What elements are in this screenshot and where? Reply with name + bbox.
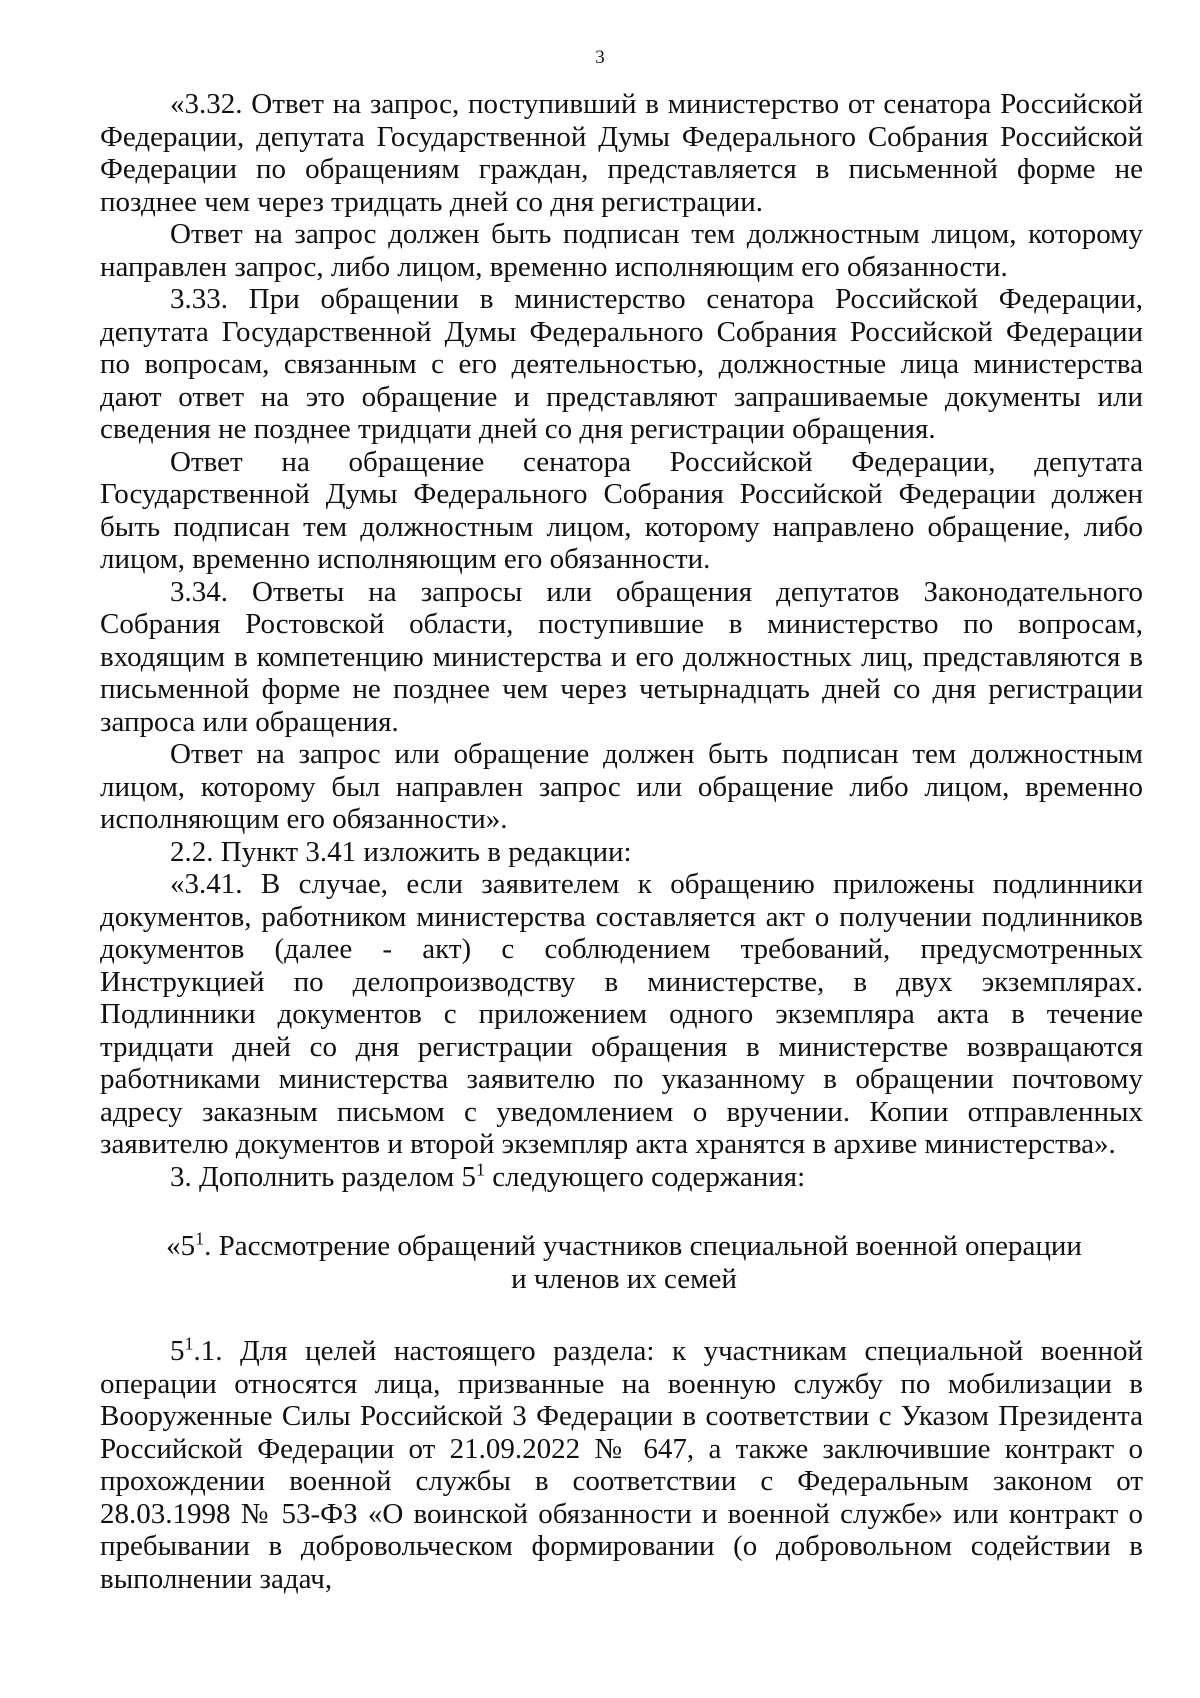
- paragraph-2-2: 2.2. Пункт 3.41 изложить в редакции:: [170, 835, 632, 868]
- addition-text-start: 3. Дополнить разделом 5: [170, 1160, 477, 1193]
- paragraph-3-32-signature: Ответ на запрос должен быть подписан тем должностным лицом, которому направлен запрос, либо лицом, временно исполняющим его обязанности.: [100, 218, 1143, 283]
- paragraph-3-32: «3.32. Ответ на запрос, поступивший в министерство от сенатора Российской Федерации, депутата Государственной Думы Федерального Собрания Российской Федерации по обращениям граждан, представляется в письменной форме не позднее чем через тридцать дней со дня регистрации.: [100, 88, 1143, 218]
- paragraph-3-34-signature: Ответ на запрос или обращение должен быть подписан тем должностным лицом, которому был направлен запрос или обращение либо лицом, временно исполняющим его обязанности».: [100, 738, 1143, 835]
- paragraph-3-33: 3.33. При обращении в министерство сенатора Российской Федерации, депутата Государственной Думы Федерального Собрания Российской Федерации по вопросам, связанным с его деятельностью, должностные лица министерства дают ответ на это обращение и представляют запрашиваемые документы или сведения не позднее тридцати дней со дня регистрации обращения.: [100, 283, 1143, 445]
- section-heading-line-1: [135, 1230, 1113, 1263]
- paragraph-3-34: 3.34. Ответы на запросы или обращения депутатов Законодательного Собрания Ростовской области, поступившие в министерство по вопросам, входящим в компетенцию министерства и его должностных лиц, представляются в письменной форме не позднее чем через четырнадцать дней со дня регистрации запроса или обращения.: [100, 575, 1143, 738]
- addition-superscript: 1: [476, 1158, 486, 1179]
- section-heading-line-2: и членов их семей: [511, 1263, 737, 1295]
- document-body: [100, 88, 1143, 1595]
- paragraph-5-1-1-superscript: 1: [184, 1333, 194, 1354]
- paragraph-3-33-signature: Ответ на обращение сенатора Российской Федерации, депутата Государственной Думы Федерального Собрания Российской Федерации должен быть подписан тем должностным лицом, которому направлено обращение, либо лицом, временно исполняющим его обязанности.: [100, 445, 1143, 575]
- paragraph-3-41: «3.41. В случае, если заявителем к обращению приложены подлинники документов, работником министерства составляется акт о получении подлинников документов (далее - акт) с соблюдением требований, предусмотренных Инструкцией по делопроизводству в министерстве, в двух экземплярах. Подлинники документов с приложением одного экземпляра акта в течение тридцати дней со дня регистрации обращения в министерстве возвращаются работниками министерства заявителю по указанному в обращении почтовому адресу заказным письмом с уведомлением о вручении. Копии отправленных заявителю документов и второй экземпляр акта хранятся в архиве министерства».: [100, 868, 1143, 1160]
- paragraph-5-1-1-prefix: 5: [170, 1335, 185, 1367]
- paragraph-5-1-1-text: .1. Для целей настоящего раздела: к участникам специальной военной операции относятся лица, призванные на военную службу по мобилизации в Вооруженные Силы Российской 3 Федерации в соответствии с Указом Президента Российской Федерации от 21.09.2022 № 647, а также заключившие контракт о прохождении военной службы в соответствии с Федеральным законом от 28.03.1998 № 53-ФЗ «О воинской обязанности и военной службе» или контракт о пребывании в добровольческом формировании (о добровольном содействии в выполнении задач,: [100, 1335, 1143, 1595]
- page-number: 3: [595, 47, 605, 68]
- section-heading: [100, 1230, 1143, 1296]
- section-heading-title: . Рассмотрение обращений участников специальной военной операции: [204, 1230, 1082, 1262]
- paragraph-5-1-1: [100, 1335, 1143, 1595]
- section-heading-prefix: «5: [166, 1230, 196, 1262]
- paragraph-section-addition: [100, 1158, 1143, 1194]
- section-heading-superscript: 1: [195, 1228, 205, 1249]
- addition-text-end: следующего содержания:: [485, 1160, 806, 1193]
